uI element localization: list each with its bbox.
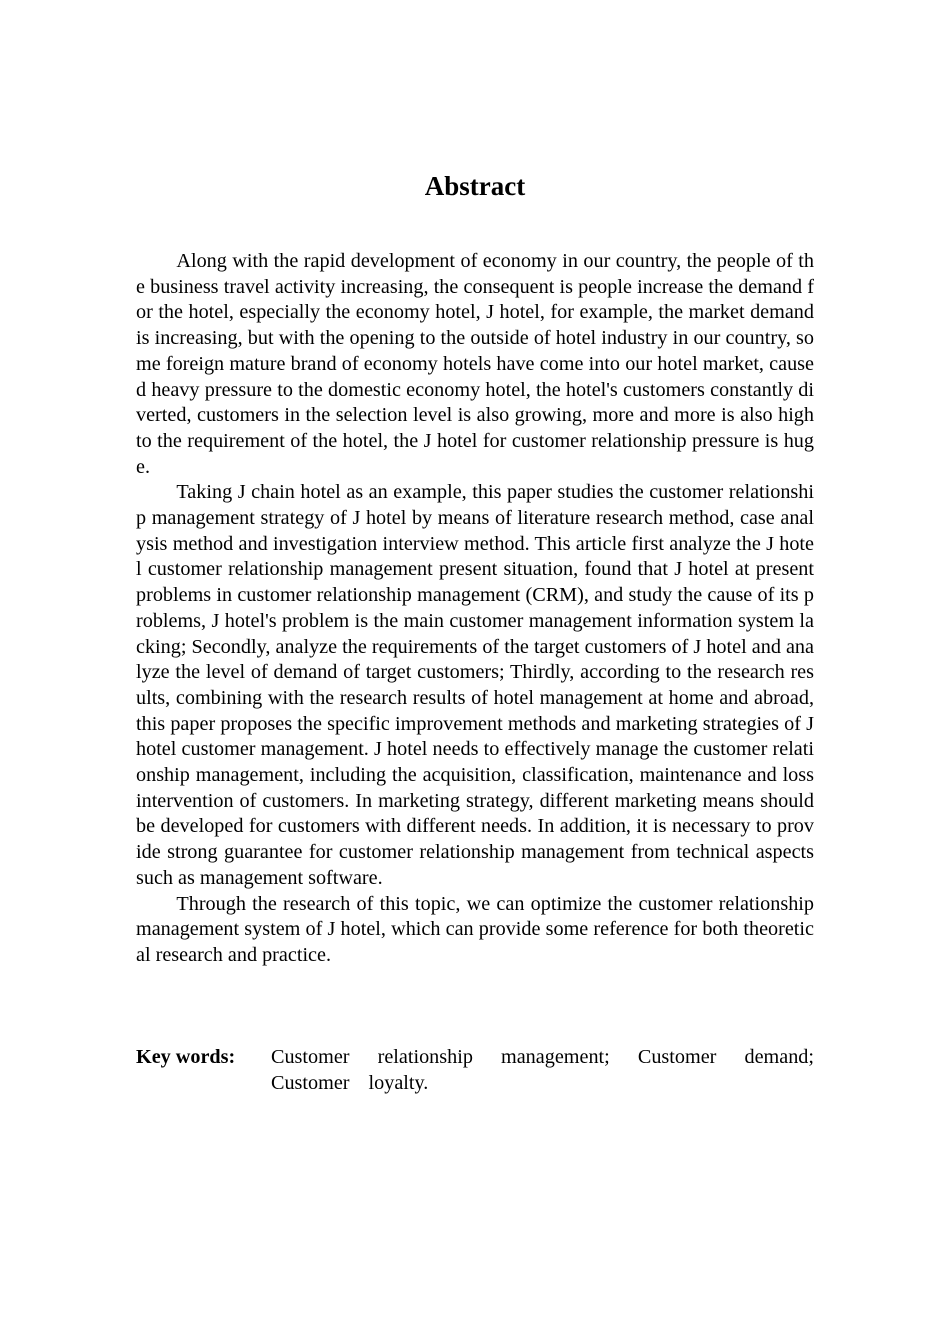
keywords-text: Customer relationship management; Customer demand; Customer loyalty. xyxy=(271,1046,814,1094)
keywords-label: Key words: xyxy=(136,1046,236,1068)
abstract-paragraph-2: Taking J chain hotel as an example, this paper studies the customer relationship management strategy of J hotel by means of literature research method, case analysis method and investigation interview method. This article first analyze the J hotel customer relationship management present situation, found that J hotel at present problems in customer relationship management (CRM), and study the cause of its problems, J hotel's problem is the main customer management information system lacking; Secondly, analyze the requirements of the target customers of J hotel and analyze the level of demand of target customers; Thirdly, according to the research results, combining with the research results of hotel management at home and abroad, this paper proposes the specific improvement methods and marketing strategies of J hotel customer management. J hotel needs to effectively manage the customer relationship management, including the acquisition, classification, maintenance and loss intervention of customers. In marketing strategy, different marketing means should be developed for customers with different needs. In addition, it is necessary to provide strong guarantee for customer relationship management from technical aspects such as management software. xyxy=(136,481,814,889)
keywords-section xyxy=(136,1045,814,1096)
abstract-title: Abstract xyxy=(424,171,526,201)
abstract-paragraph-3: Through the research of this topic, we can optimize the customer relationship management system of J hotel, which can provide some reference for both theoretical research and practice. xyxy=(136,892,814,966)
abstract-body xyxy=(136,249,814,969)
abstract-paragraph-1: Along with the rapid development of economy in our country, the people of the business travel activity increasing, the consequent is people increase the demand for the hotel, especially the economy hotel, J hotel, for example, the market demand is increasing, but with the opening to the outside of hotel industry in our country, some foreign mature brand of economy hotels have come into our hotel market, caused heavy pressure to the domestic economy hotel, the hotel's customers constantly diverted, customers in the selection level is also growing, more and more is also high to the requirement of the hotel, the J hotel for customer relationship pressure is huge. xyxy=(136,250,814,478)
